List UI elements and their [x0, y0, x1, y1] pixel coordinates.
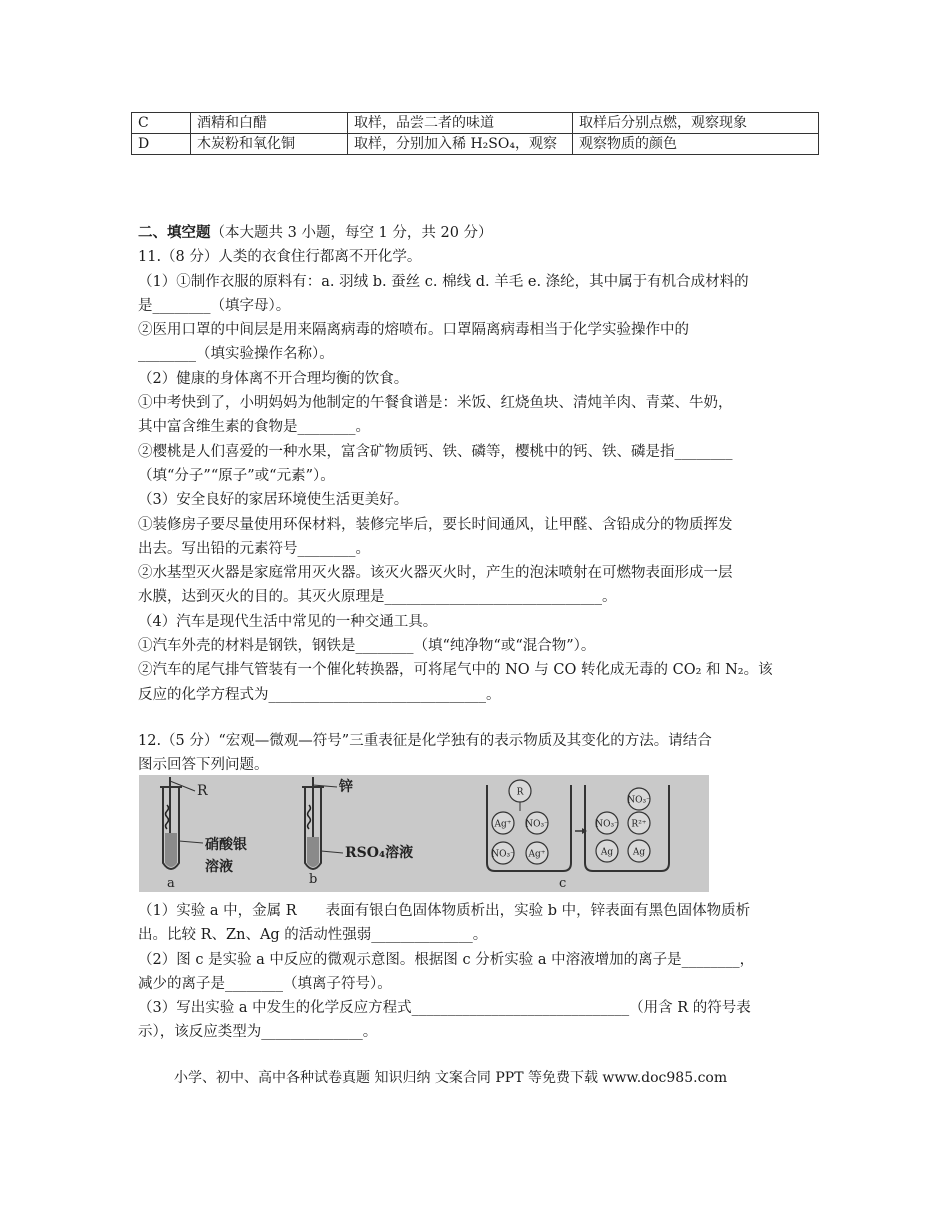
- question-line: （3）写出实验 a 中发生的化学反应方程式______________________________（用含 R 的符号表: [138, 1000, 751, 1017]
- question-line: 水膜，达到灭火的目的。其灭火原理是______________________________。: [138, 589, 617, 606]
- experiment-figure: [139, 775, 709, 892]
- question-line: ②樱桃是人们喜爱的一种水果，富含矿物质钙、铁、磷等，樱桃中的钙、铁、磷是指________: [138, 443, 733, 460]
- question-line: ②水基型灭火器是家庭常用灭火器。该灭火器灭火时，产生的泡沫喷射在可燃物表面形成一层: [138, 565, 733, 582]
- question-line: ①装修房子要尽量使用环保材料，装修完毕后，要长时间通风，让甲醛、含铅成分的物质挥发: [138, 516, 733, 533]
- question-line: ①汽车外壳的材料是钢铁，钢铁是________（填“纯净物“或“混合物”）。: [138, 638, 596, 655]
- question-stem: 11.（8 分）人类的衣食住行都离不开化学。: [138, 249, 422, 266]
- question-line: ②医用口罩的中间层是用来隔离病毒的熔喷布。口罩隔离病毒相当于化学实验操作中的: [138, 322, 689, 339]
- question-line: （1）实验 a 中，金属 R 表面有银白色固体物质析出，实验 b 中，锌表面有黑色固体物质析: [138, 903, 751, 919]
- question-stem: 12.（5 分）“宏观—微观—符号”三重表征是化学独有的表示物质及其变化的方法。请结合: [138, 733, 712, 749]
- question-12-stem-block: [138, 729, 818, 778]
- question-11-block: [138, 221, 818, 707]
- table-row: [132, 113, 819, 134]
- table-cell: C: [132, 113, 191, 134]
- before-ion-label: Ag⁺: [494, 819, 512, 830]
- before-ion-label: R: [516, 787, 524, 798]
- options-table: [131, 112, 819, 155]
- table-cell: 木炭粉和氧化铜: [191, 134, 348, 155]
- tube-a-caption: a: [167, 876, 175, 891]
- question-line: ________（填实验操作名称）。: [138, 346, 334, 363]
- tube-b-metal-label: 锌: [339, 779, 353, 795]
- table-cell: D: [132, 134, 191, 155]
- beaker-caption: c: [559, 876, 567, 891]
- question-line: （1）①制作衣服的原料有：a. 羽绒 b. 蚕丝 c. 棉线 d. 羊毛 e. 涤纶，其中属于有机合成材料的: [138, 273, 749, 290]
- tube-a-solution-label-2: 溶液: [205, 859, 233, 875]
- table-cell: 观察物质的颜色: [573, 134, 819, 155]
- table-cell: 酒精和白醋: [191, 113, 348, 134]
- question-line: 出去。写出铅的元素符号________。: [138, 540, 370, 557]
- tube-a-metal-label: R: [197, 783, 208, 799]
- page-footer: 小学、初中、高中各种试卷真题 知识归纳 文案合同 PPT 等免费下载 www.doc985.com: [174, 1070, 728, 1086]
- after-ion-label: NO₃⁻: [595, 819, 619, 830]
- after-ion-label: R²⁺: [631, 819, 647, 830]
- after-ion-label: Ag: [632, 847, 646, 858]
- tube-b-caption: b: [309, 872, 318, 887]
- section-heading: [138, 221, 818, 245]
- question-line: 反应的化学方程式为______________________________。: [138, 686, 501, 703]
- question-line: 图示回答下列问题。: [138, 757, 269, 774]
- tube-b-solution-label: RSO₄溶液: [345, 845, 414, 861]
- question-line: ①中考快到了，小明妈妈为他制定的午餐食谱是：米饭、红烧鱼块、清炖羊肉、青菜、牛奶，: [138, 395, 733, 412]
- section-title: 二、填空题: [138, 224, 211, 241]
- tube-a-solution-label-1: 硝酸银: [205, 837, 247, 853]
- question-line: 其中富含维生素的食物是________。: [138, 419, 370, 436]
- table-cell: 取样后分别点燃，观察现象: [573, 113, 819, 134]
- question-line: 减少的离子是________（填离子符号）。: [138, 975, 392, 992]
- before-ion-label: NO₃⁻: [491, 849, 515, 860]
- question-12-block: [138, 899, 818, 1045]
- before-ion-label: NO₃⁻: [525, 819, 549, 830]
- after-ion-label: Ag: [600, 847, 614, 858]
- after-ion-label: NO₃⁻: [627, 795, 651, 806]
- question-line: （4）汽车是现代生活中常见的一种交通工具。: [138, 613, 438, 630]
- experiment-diagram: [139, 775, 709, 892]
- table-cell: 取样，品尝二者的味道: [348, 113, 573, 134]
- question-line: ②汽车的尾气排气管装有一个催化转换器，可将尾气中的 NO 与 CO 转化成无毒的 CO₂ 和 N₂。该: [138, 662, 773, 679]
- table-cell: 取样，分别加入稀 H₂SO₄，观察: [348, 134, 573, 155]
- table-row: [132, 134, 819, 155]
- question-line: 出。比较 R、Zn、Ag 的活动性强弱______________。: [138, 927, 488, 944]
- question-line: 是________（填字母）。: [138, 297, 291, 314]
- before-ion-label: Ag⁺: [528, 849, 546, 860]
- question-line: （2）健康的身体离不开合理均衡的饮食。: [138, 370, 409, 387]
- question-line: （3）安全良好的家居环境使生活更美好。: [138, 492, 409, 509]
- section-note: （本大题共 3 小题，每空 1 分，共 20 分）: [210, 225, 493, 241]
- question-line: 示），该反应类型为______________。: [138, 1024, 378, 1041]
- question-line: （2）图 c 是实验 a 中反应的微观示意图。根据图 c 分析实验 a 中溶液增加的离子是________，: [138, 951, 755, 968]
- question-line: （填“分子”“原子”或“元素”）。: [138, 467, 335, 484]
